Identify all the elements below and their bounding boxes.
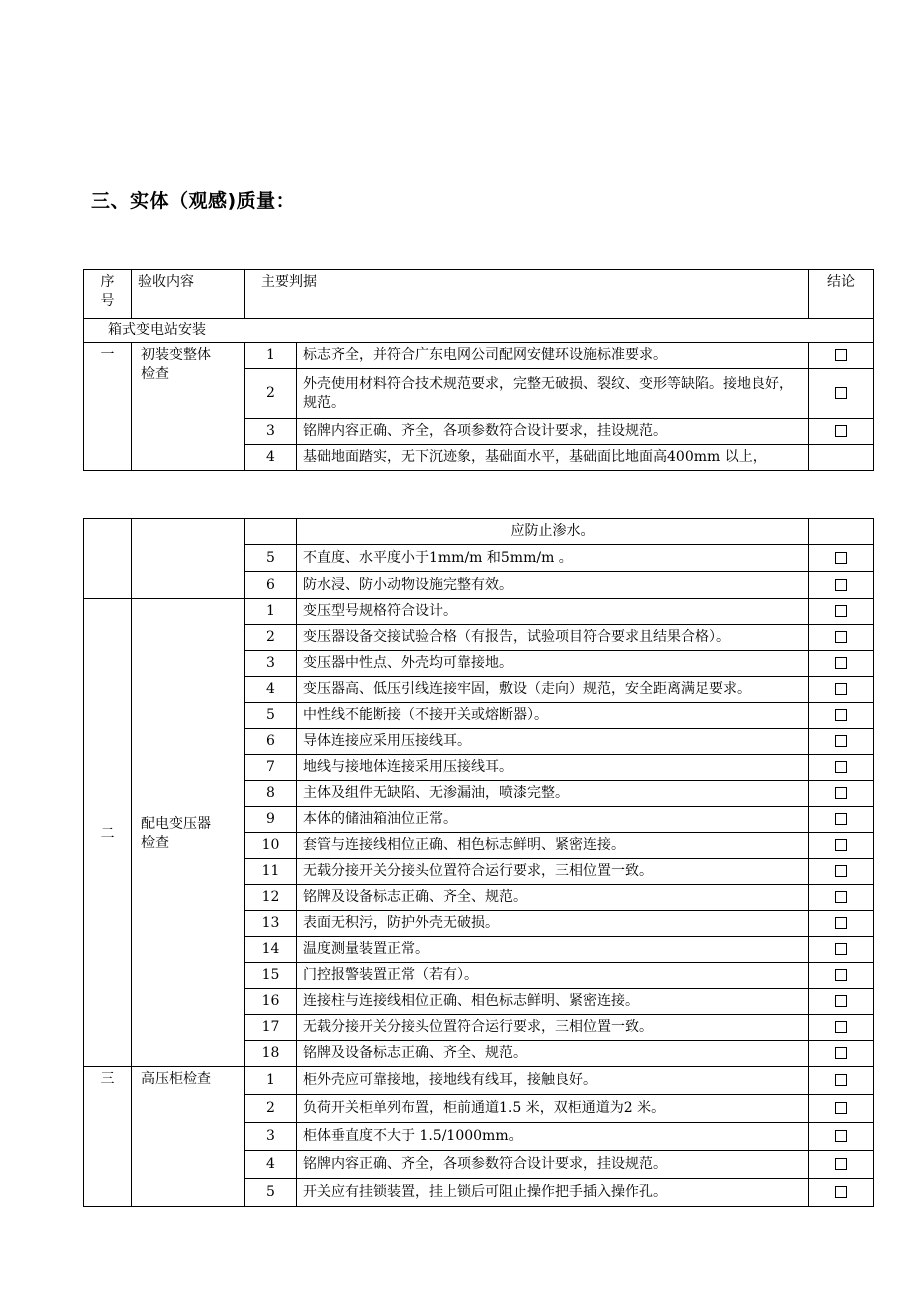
item-criterion: 铭牌及设备标志正确、齐全、规范。 xyxy=(297,1041,809,1067)
result-checkbox-cell[interactable] xyxy=(809,1041,874,1067)
item-number: 16 xyxy=(245,989,297,1015)
group-name: 初装变整体 检查 xyxy=(132,343,245,471)
checkbox-icon[interactable] xyxy=(835,1130,847,1142)
item-number: 3 xyxy=(245,1123,297,1151)
item-number: 9 xyxy=(245,807,297,833)
result-checkbox-cell[interactable] xyxy=(809,937,874,963)
result-checkbox-cell[interactable] xyxy=(809,1179,874,1207)
item-number: 14 xyxy=(245,937,297,963)
item-criterion: 铭牌内容正确、齐全，各项参数符合设计要求，挂设规范。 xyxy=(297,1151,809,1179)
table-row xyxy=(84,599,874,625)
checkbox-icon[interactable] xyxy=(835,387,847,399)
checkbox-icon[interactable] xyxy=(835,683,847,695)
item-number: 2 xyxy=(245,1095,297,1123)
result-checkbox-cell[interactable] xyxy=(809,781,874,807)
item-number: 18 xyxy=(245,1041,297,1067)
group-seq xyxy=(84,519,132,599)
item-number: 6 xyxy=(245,729,297,755)
item-number: 4 xyxy=(245,677,297,703)
item-number: 17 xyxy=(245,1015,297,1041)
item-criterion: 开关应有挂锁装置，挂上锁后可阻止操作把手插入操作孔。 xyxy=(297,1179,809,1207)
item-number xyxy=(245,519,297,545)
item-criterion: 主体及组件无缺陷、无渗漏油，喷漆完整。 xyxy=(297,781,809,807)
result-checkbox-cell[interactable] xyxy=(809,651,874,677)
item-criterion: 防水浸、防小动物设施完整有效。 xyxy=(297,572,809,599)
checkbox-icon[interactable] xyxy=(835,839,847,851)
result-checkbox-cell[interactable] xyxy=(809,989,874,1015)
item-number: 15 xyxy=(245,963,297,989)
checkbox-icon[interactable] xyxy=(835,605,847,617)
result-cell-empty xyxy=(809,519,874,545)
item-criterion: 连接柱与连接线相位正确、相色标志鲜明、紧密连接。 xyxy=(297,989,809,1015)
item-number: 8 xyxy=(245,781,297,807)
item-number: 6 xyxy=(245,572,297,599)
checkbox-icon[interactable] xyxy=(835,813,847,825)
result-checkbox-cell[interactable] xyxy=(809,1095,874,1123)
item-number: 5 xyxy=(245,545,297,572)
item-criterion: 本体的储油箱油位正常。 xyxy=(297,807,809,833)
checkbox-icon[interactable] xyxy=(835,709,847,721)
result-checkbox-cell[interactable] xyxy=(809,1151,874,1179)
item-number: 5 xyxy=(245,703,297,729)
result-checkbox-cell[interactable] xyxy=(809,343,874,369)
item-number: 3 xyxy=(245,651,297,677)
item-number: 3 xyxy=(245,419,297,445)
checkbox-icon[interactable] xyxy=(835,349,847,361)
checkbox-icon[interactable] xyxy=(835,865,847,877)
result-checkbox-cell[interactable] xyxy=(809,729,874,755)
result-checkbox-cell[interactable] xyxy=(809,1015,874,1041)
item-criterion: 柜体垂直度不大于 1.5/1000mm。 xyxy=(297,1123,809,1151)
group-name: 高压柜检查 xyxy=(132,1067,245,1207)
item-criterion: 表面无积污，防护外壳无破损。 xyxy=(297,911,809,937)
group-name: 配电变压器 检查 xyxy=(132,599,245,1067)
checkbox-icon[interactable] xyxy=(835,1102,847,1114)
result-checkbox-cell[interactable] xyxy=(809,703,874,729)
item-criterion: 铭牌内容正确、齐全，各项参数符合设计要求，挂设规范。 xyxy=(297,419,809,445)
checkbox-icon[interactable] xyxy=(835,787,847,799)
item-criterion: 中性线不能断接（不接开关或熔断器）。 xyxy=(297,703,809,729)
item-number: 1 xyxy=(245,343,297,369)
checkbox-icon[interactable] xyxy=(835,761,847,773)
item-number: 1 xyxy=(245,599,297,625)
item-number: 1 xyxy=(245,1067,297,1095)
item-criterion: 铭牌及设备标志正确、齐全、规范。 xyxy=(297,885,809,911)
section-title: 箱式变电站安装 xyxy=(84,319,874,343)
result-checkbox-cell[interactable] xyxy=(809,963,874,989)
item-criterion: 外壳使用材料符合技术规范要求，完整无破损、裂纹、变形等缺陷。接地良好，规范。 xyxy=(297,369,809,419)
result-checkbox-cell[interactable] xyxy=(809,1123,874,1151)
item-criterion: 基础地面踏实，无下沉迹象，基础面水平，基础面比地面高400mm 以上， xyxy=(297,445,809,471)
table-row xyxy=(84,1067,874,1095)
item-criterion: 导体连接应采用压接线耳。 xyxy=(297,729,809,755)
item-criterion: 无载分接开关分接头位置符合运行要求，三相位置一致。 xyxy=(297,1015,809,1041)
result-checkbox-cell[interactable] xyxy=(809,807,874,833)
header-seq: 序 号 xyxy=(84,270,132,319)
item-number: 12 xyxy=(245,885,297,911)
checkbox-icon[interactable] xyxy=(835,579,847,591)
acceptance-table-part1 xyxy=(83,269,874,471)
table-row xyxy=(84,519,874,545)
item-number: 10 xyxy=(245,833,297,859)
item-criterion: 变压型号规格符合设计。 xyxy=(297,599,809,625)
result-checkbox-cell[interactable] xyxy=(809,545,874,572)
result-checkbox-cell[interactable] xyxy=(809,572,874,599)
result-checkbox-cell[interactable] xyxy=(809,1067,874,1095)
item-criterion: 门控报警装置正常（若有）。 xyxy=(297,963,809,989)
checkbox-icon[interactable] xyxy=(835,943,847,955)
checkbox-icon[interactable] xyxy=(835,631,847,643)
item-number: 4 xyxy=(245,445,297,471)
checkbox-icon[interactable] xyxy=(835,1158,847,1170)
item-number: 11 xyxy=(245,859,297,885)
item-criterion: 变压器设备交接试验合格（有报告，试验项目符合要求且结果合格）。 xyxy=(297,625,809,651)
result-checkbox-cell[interactable] xyxy=(809,859,874,885)
checkbox-icon[interactable] xyxy=(835,425,847,437)
table-row xyxy=(84,343,874,369)
checkbox-icon[interactable] xyxy=(835,1021,847,1033)
checkbox-icon[interactable] xyxy=(835,891,847,903)
header-basis: 主要判据 xyxy=(245,270,809,319)
result-checkbox-cell[interactable] xyxy=(809,599,874,625)
result-checkbox-cell[interactable] xyxy=(809,419,874,445)
checkbox-icon[interactable] xyxy=(835,657,847,669)
checkbox-icon[interactable] xyxy=(835,969,847,981)
result-checkbox-cell[interactable] xyxy=(809,885,874,911)
result-checkbox-cell[interactable] xyxy=(809,369,874,419)
table-header-row xyxy=(84,270,874,319)
result-checkbox-cell[interactable] xyxy=(809,625,874,651)
item-number: 4 xyxy=(245,1151,297,1179)
checkbox-icon[interactable] xyxy=(835,1047,847,1059)
item-criterion: 无载分接开关分接头位置符合运行要求，三相位置一致。 xyxy=(297,859,809,885)
acceptance-table-part2 xyxy=(83,518,874,1207)
item-criterion: 变压器中性点、外壳均可靠接地。 xyxy=(297,651,809,677)
section-heading: 三、实体（观感)质量： xyxy=(91,190,296,212)
result-checkbox-cell[interactable] xyxy=(809,833,874,859)
item-criterion: 温度测量装置正常。 xyxy=(297,937,809,963)
item-criterion: 变压器高、低压引线连接牢固，敷设（走向）规范，安全距离满足要求。 xyxy=(297,677,809,703)
checkbox-icon[interactable] xyxy=(835,552,847,564)
item-criterion: 柜外壳应可靠接地，接地线有线耳，接触良好。 xyxy=(297,1067,809,1095)
group-seq: 三 xyxy=(84,1067,132,1207)
header-result: 结论 xyxy=(809,270,874,319)
group-name xyxy=(132,519,245,599)
result-cell-empty xyxy=(809,445,874,471)
item-number: 2 xyxy=(245,369,297,419)
item-criterion: 标志齐全，并符合广东电网公司配网安健环设施标准要求。 xyxy=(297,343,809,369)
item-number: 13 xyxy=(245,911,297,937)
item-criterion: 不直度、水平度小于1mm/m 和5mm/m 。 xyxy=(297,545,809,572)
checkbox-icon[interactable] xyxy=(835,735,847,747)
result-checkbox-cell[interactable] xyxy=(809,755,874,781)
item-number: 2 xyxy=(245,625,297,651)
item-number: 7 xyxy=(245,755,297,781)
item-number: 5 xyxy=(245,1179,297,1207)
checkbox-icon[interactable] xyxy=(835,917,847,929)
result-checkbox-cell[interactable] xyxy=(809,677,874,703)
result-checkbox-cell[interactable] xyxy=(809,911,874,937)
checkbox-icon[interactable] xyxy=(835,1186,847,1198)
checkbox-icon[interactable] xyxy=(835,995,847,1007)
item-criterion: 地线与接地体连接采用压接线耳。 xyxy=(297,755,809,781)
checkbox-icon[interactable] xyxy=(835,1074,847,1086)
item-criterion-continuation: 应防止渗水。 xyxy=(297,519,809,545)
item-criterion: 负荷开关柜单列布置，柜前通道1.5 米，双柜通道为2 米。 xyxy=(297,1095,809,1123)
group-seq: 二 xyxy=(84,599,132,1067)
group-seq: 一 xyxy=(84,343,132,471)
header-content: 验收内容 xyxy=(132,270,245,319)
item-criterion: 套管与连接线相位正确、相色标志鲜明、紧密连接。 xyxy=(297,833,809,859)
